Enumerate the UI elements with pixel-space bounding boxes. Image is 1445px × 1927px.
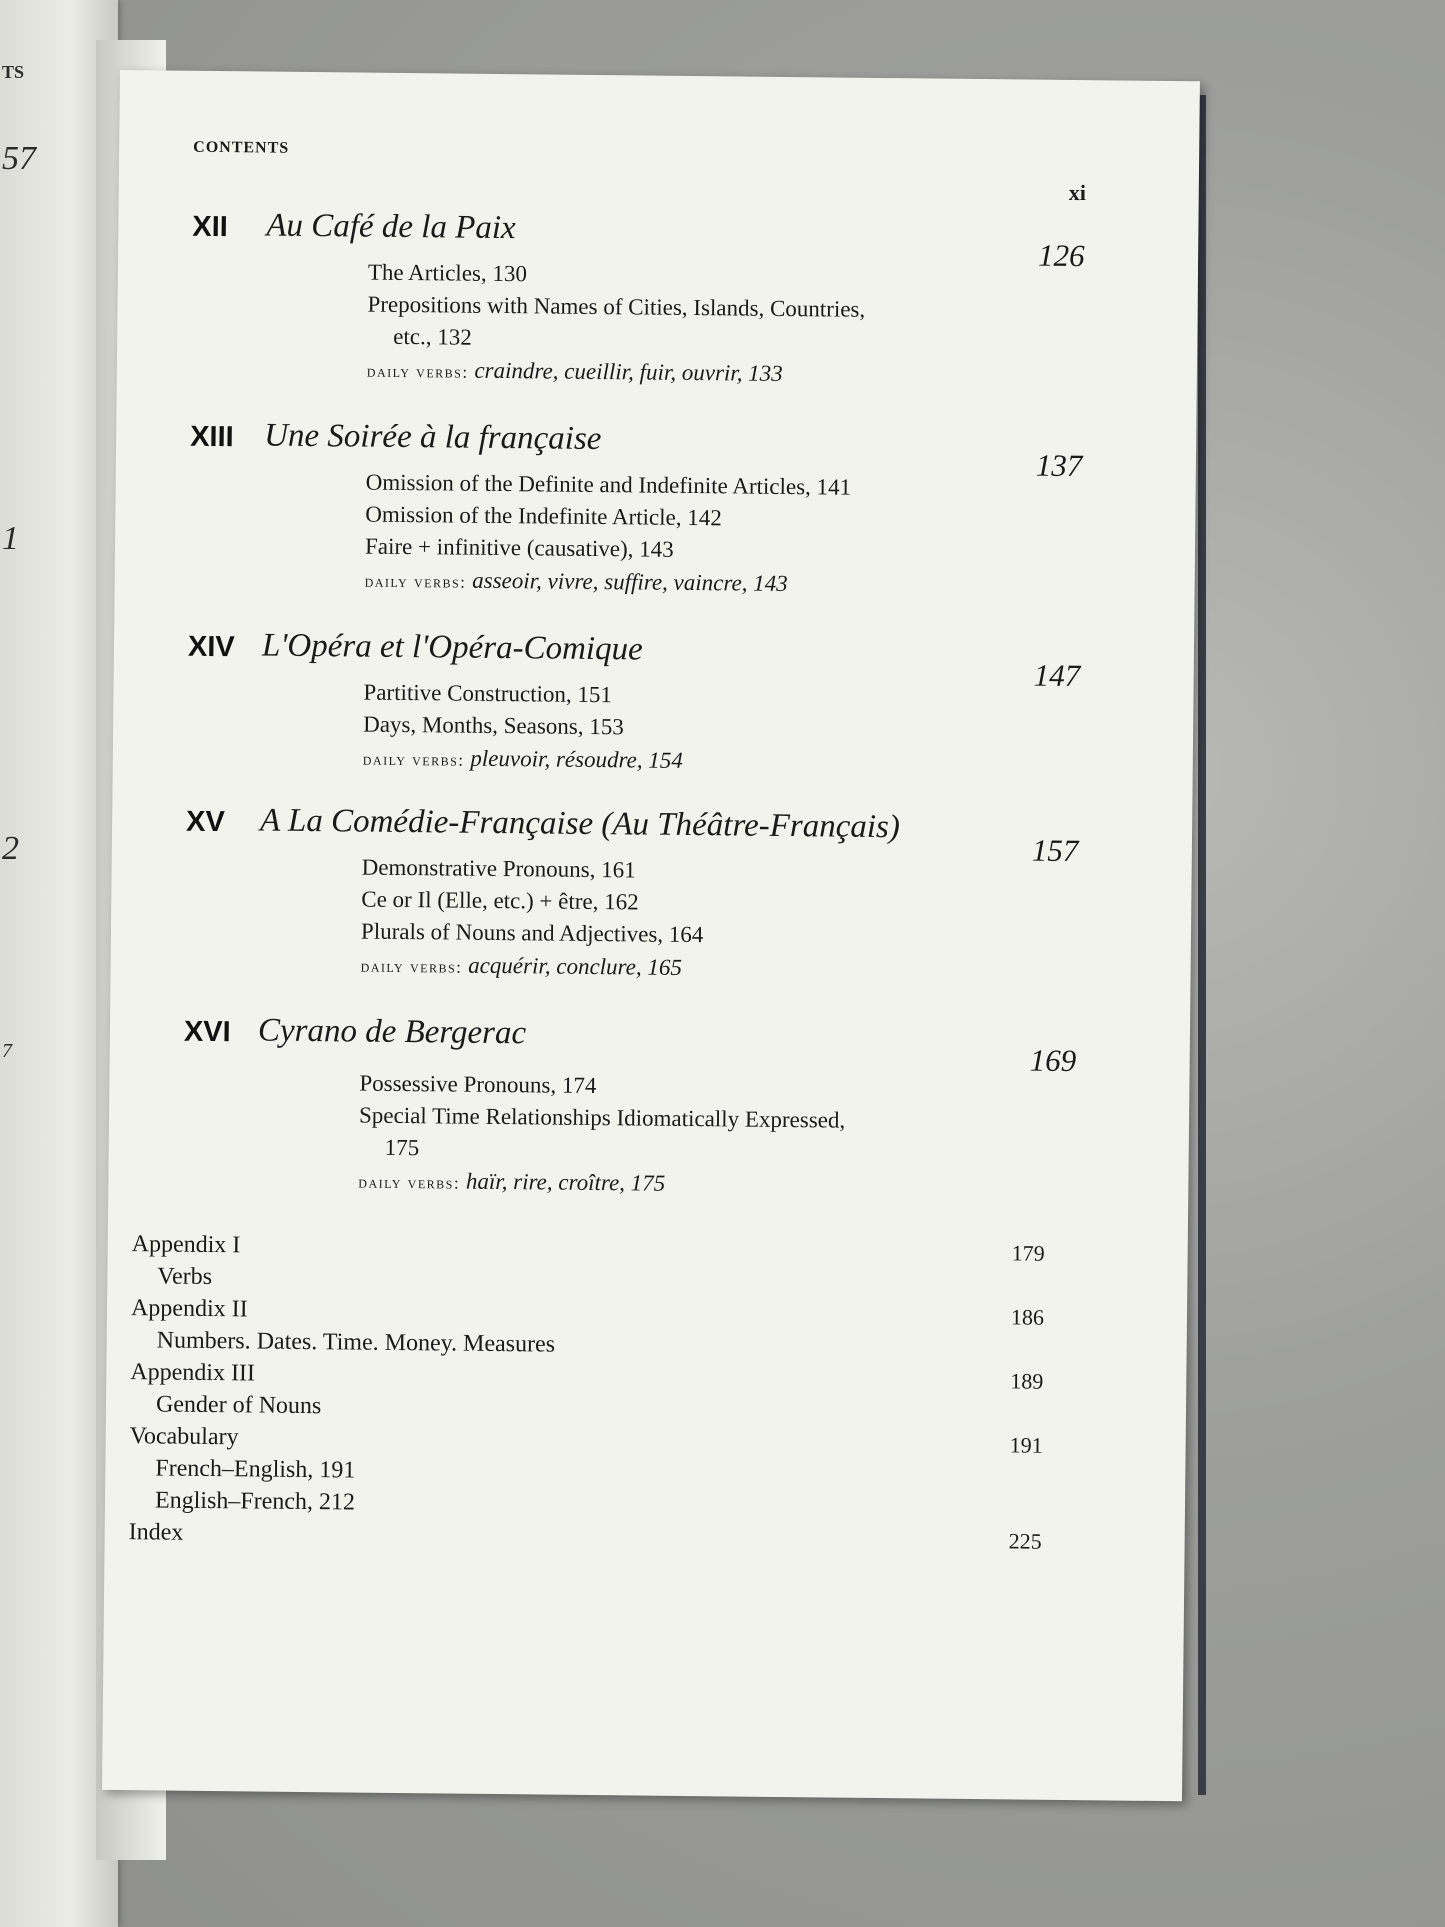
topic-entry: Omission of the Indefinite Article, 142 (365, 501, 722, 531)
backmatter-page: 191 (1009, 1432, 1043, 1458)
topic-entry: Special Time Relationships Idiomatically Expressed, (358, 1102, 846, 1133)
daily-verbs-list: pleuvoir, résoudre, 154 (470, 745, 683, 773)
topic-entry: The Articles, 130 (367, 259, 528, 287)
backmatter-label: Index (128, 1519, 184, 1546)
chapter-number: XVI (183, 1015, 231, 1049)
backmatter-page: 179 (1011, 1240, 1045, 1266)
backmatter-subentry: English–French, 212 (154, 1487, 356, 1516)
chapter-title: Au Café de la Paix (266, 207, 516, 247)
chapter-entry (112, 802, 1192, 980)
chapter-title: Une Soirée à la française (263, 417, 602, 458)
chapter-title: Cyrano de Bergerac (257, 1012, 527, 1052)
chapter-number: XII (192, 210, 228, 244)
topic-entry: Plurals of Nouns and Adjectives, 164 (360, 918, 704, 948)
daily-verbs-list: asseoir, vivre, suffire, vaincre, 143 (472, 567, 788, 597)
running-head: CONTENTS (193, 138, 290, 157)
backmatter-subentry: French–English, 191 (155, 1455, 356, 1484)
topic-entry: Faire + infinitive (causative), 143 (364, 533, 674, 562)
chapter-topics (364, 467, 1005, 606)
daily-verbs (364, 563, 1004, 606)
topic-entry: Demonstrative Pronouns, 161 (361, 854, 636, 883)
backmatter-label: Appendix I (131, 1231, 241, 1259)
chapter-page: 157 (1031, 832, 1079, 869)
backmatter-page: 189 (1010, 1368, 1044, 1394)
chapter-entry (119, 207, 1199, 386)
left-page-fragment: TS (2, 62, 25, 82)
daily-verbs (360, 948, 1000, 991)
backmatter-subentry: Verbs (157, 1263, 213, 1291)
daily-verbs-label: daily verbs: (364, 571, 467, 592)
topic-entry: Prepositions with Names of Cities, Islands, Countries, (367, 291, 866, 322)
chapter-topics (367, 257, 1008, 396)
backmatter-page: 186 (1010, 1304, 1045, 1330)
chapter-page: 169 (1029, 1042, 1077, 1079)
topic-entry: Days, Months, Seasons, 153 (363, 711, 624, 740)
backmatter-label: Vocabulary (129, 1423, 239, 1451)
daily-verbs-label: daily verbs: (358, 1172, 461, 1193)
chapter-number: XV (185, 805, 225, 839)
chapter-entry (116, 417, 1196, 597)
topic-entry-continuation: etc., 132 (393, 323, 472, 350)
daily-verbs-label: daily verbs: (360, 956, 463, 977)
left-page-fragment: 1 (2, 520, 19, 557)
chapter-title: L'Opéra et l'Opéra-Comique (261, 627, 643, 668)
topic-entry-continuation: 175 (384, 1134, 420, 1161)
daily-verbs (358, 1164, 998, 1207)
chapter-page: 126 (1037, 237, 1085, 274)
topic-entry: Omission of the Definite and Indefinite Articles, 141 (365, 469, 852, 500)
page-edge (1198, 95, 1206, 1795)
chapter-page: 147 (1033, 657, 1081, 694)
backmatter-label: Appendix III (130, 1359, 256, 1387)
daily-verbs-label: daily verbs: (366, 361, 469, 382)
page-number: xi (1068, 179, 1087, 206)
chapter-topics (363, 677, 1004, 784)
topic-entry: Possessive Pronouns, 174 (359, 1070, 597, 1099)
daily-verbs-list: craindre, cueillir, fuir, ouvrir, 133 (474, 357, 783, 386)
chapter-number: XIV (187, 630, 235, 664)
back-matter (129, 1228, 1082, 1558)
backmatter-label: Appendix II (130, 1295, 248, 1323)
daily-verbs (367, 353, 1007, 396)
daily-verbs-list: haïr, rire, croître, 175 (465, 1168, 666, 1196)
daily-verbs-list: acquérir, conclure, 165 (468, 952, 683, 980)
chapter-entry (114, 627, 1194, 773)
backmatter-page: 225 (1008, 1528, 1042, 1554)
contents-page (102, 70, 1200, 1801)
daily-verbs (363, 741, 1003, 784)
left-page-fragment: 57 (2, 140, 36, 177)
topic-entry: Partitive Construction, 151 (363, 679, 613, 708)
backmatter-subentry: Gender of Nouns (155, 1391, 322, 1420)
left-page-fragment: 2 (2, 830, 19, 867)
chapter-topics (360, 852, 1001, 991)
chapter-entry (110, 1012, 1190, 1196)
chapter-topics (358, 1068, 999, 1207)
chapter-page: 137 (1035, 447, 1083, 484)
chapter-number: XIII (189, 420, 234, 454)
daily-verbs-label: daily verbs: (362, 749, 465, 770)
backmatter-subentry: Numbers. Dates. Time. Money. Measures (156, 1327, 556, 1358)
left-page-fragment: 7 (2, 1040, 12, 1062)
chapter-title: A La Comédie-Française (Au Théâtre-Français) (259, 802, 901, 846)
topic-entry: Ce or Il (Elle, etc.) + être, 162 (361, 886, 639, 915)
